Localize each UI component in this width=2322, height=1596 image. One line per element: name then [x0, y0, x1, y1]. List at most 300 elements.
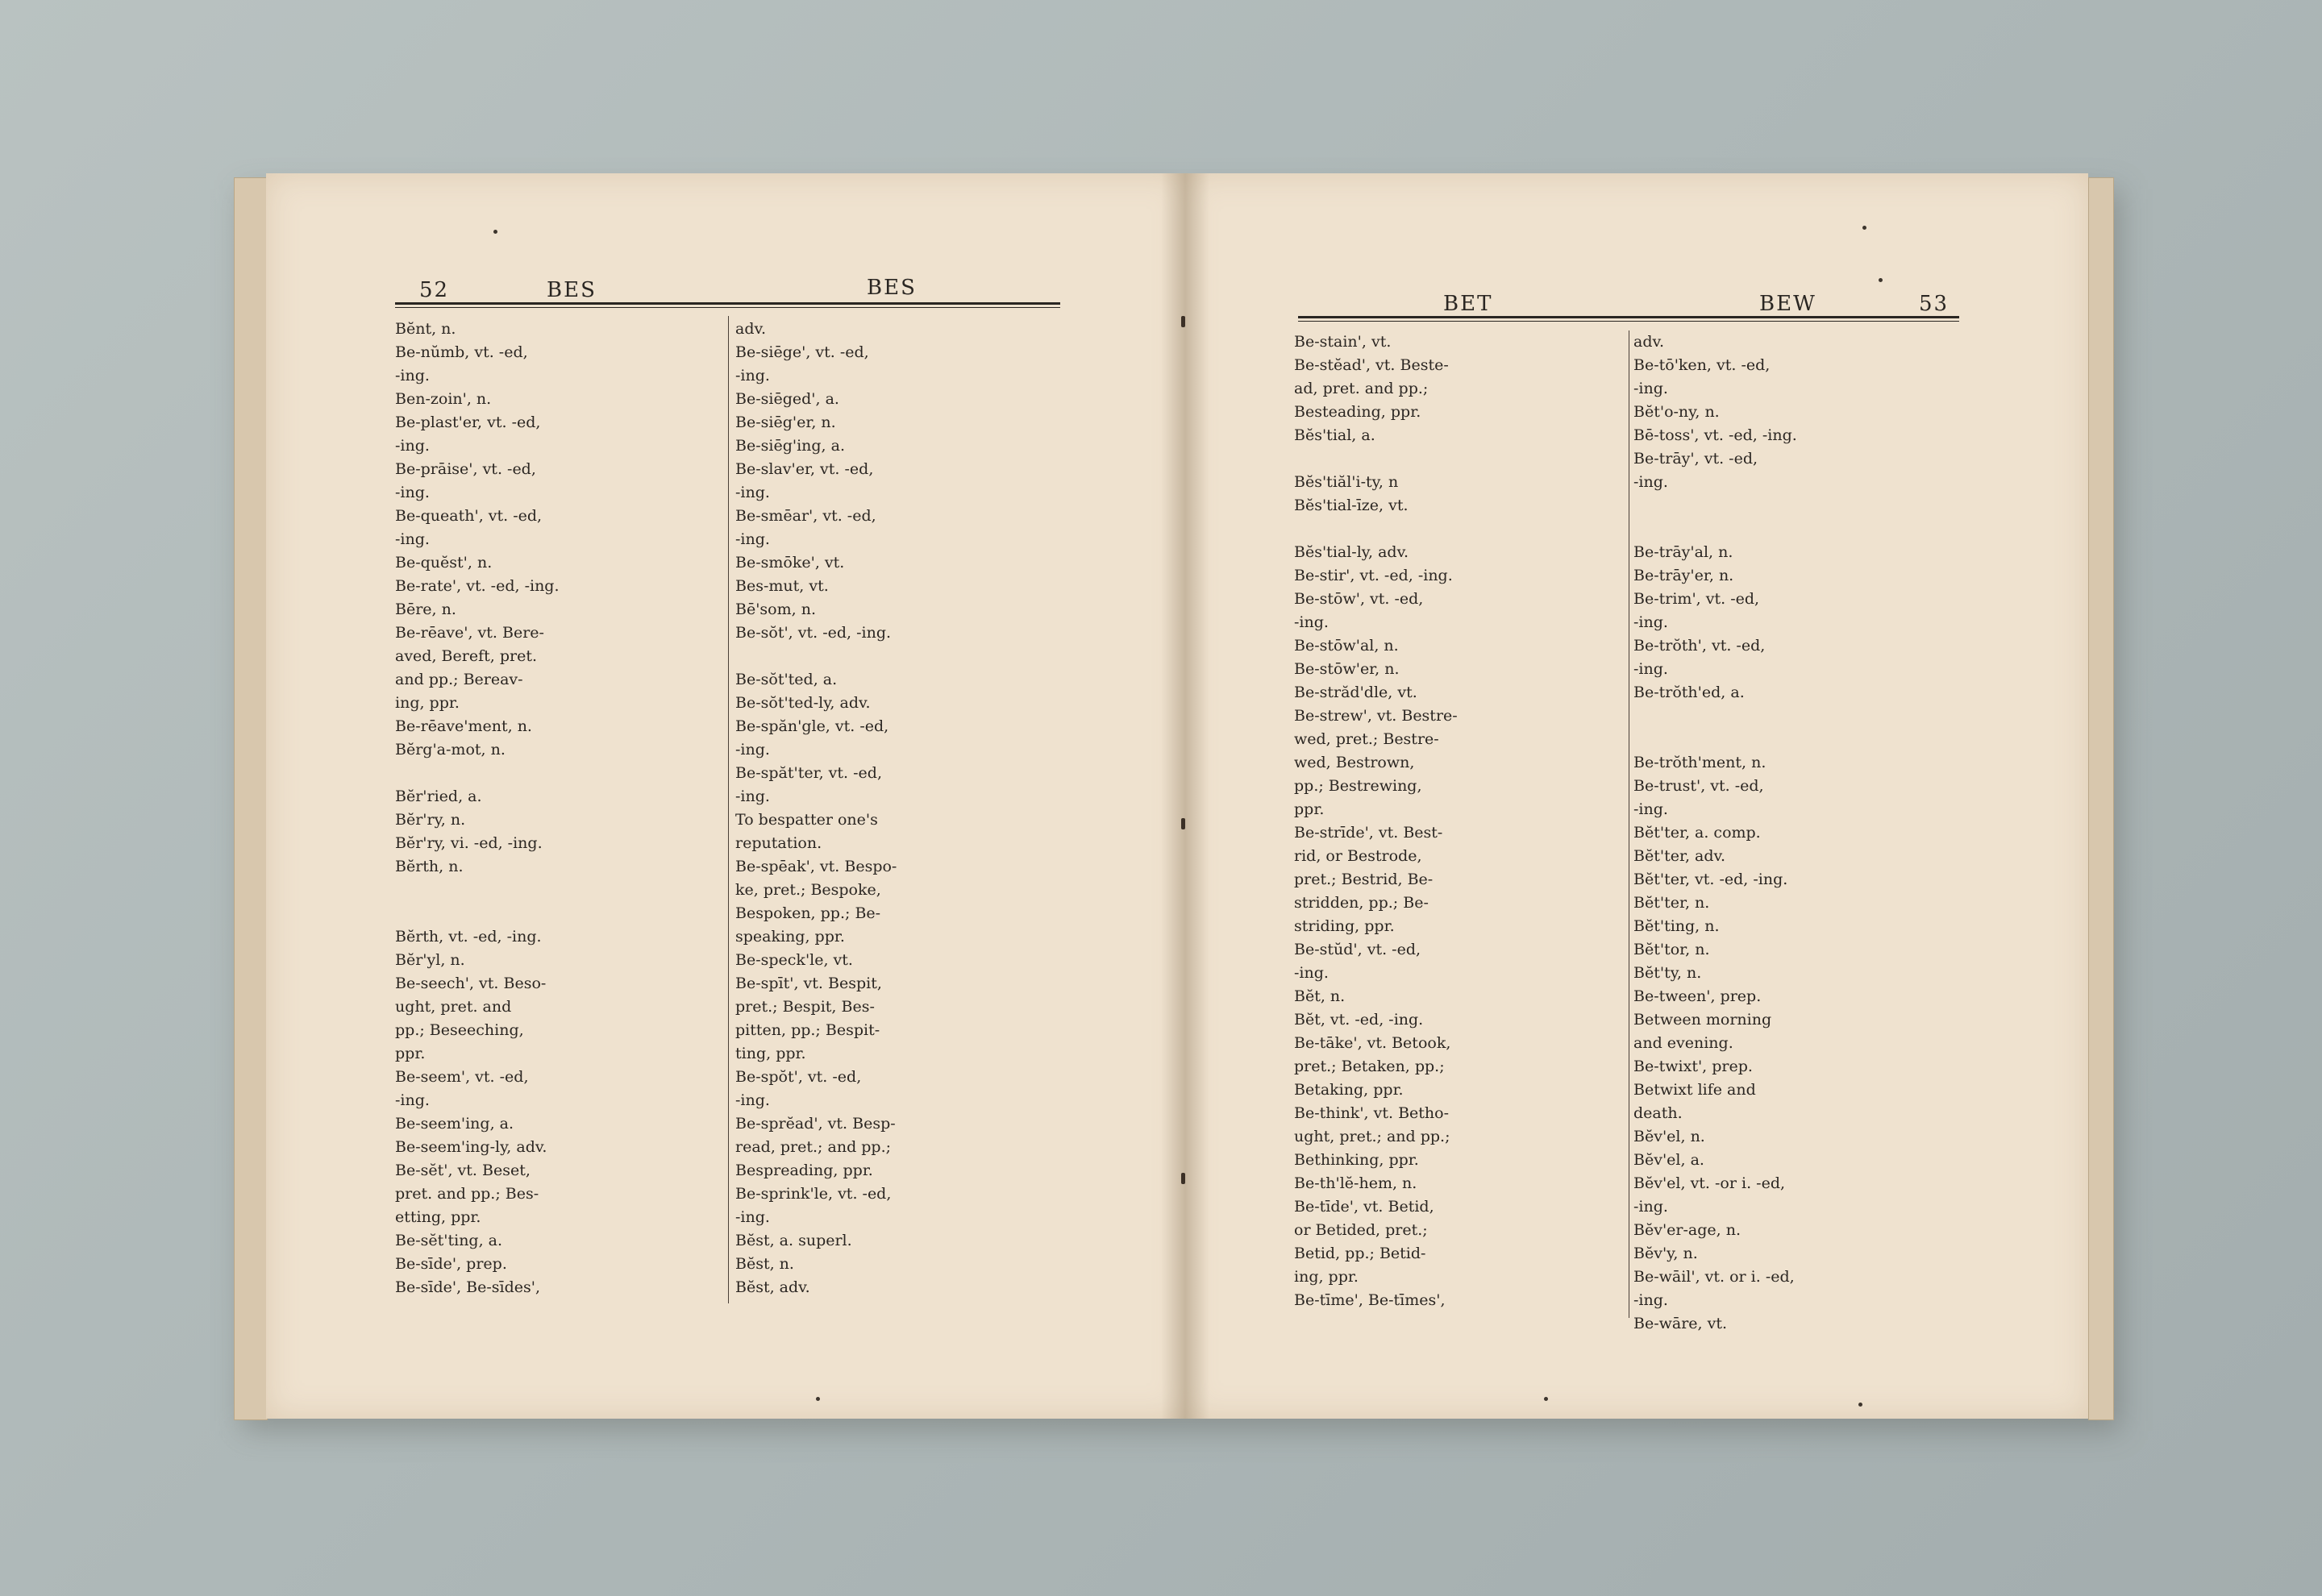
entry-headword: pp.; Beseeching, [395, 1021, 524, 1039]
entry-headword: Between morning [1633, 1011, 1772, 1029]
entry-headword: Be-spŏt', vt. -ed, [735, 1068, 862, 1086]
dictionary-entry [1633, 892, 1964, 915]
dictionary-entry [1633, 658, 1964, 681]
dictionary-entry [1294, 845, 1625, 868]
entry-headword: Be-wāil', vt. or i. -ed, [1633, 1268, 1795, 1286]
dictionary-entry [395, 318, 722, 341]
dictionary-entry [735, 949, 1062, 972]
dictionary-entry [1294, 821, 1625, 845]
entry-headword: -ing. [1633, 380, 1668, 397]
entry-headword: Bĕv'el, a. [1633, 1151, 1704, 1169]
entry-headword: -ing. [735, 1091, 770, 1109]
entry-headword: Be-strīde', vt. Best- [1294, 824, 1443, 842]
entry-headword: Bē'som, n. [735, 601, 816, 618]
entry-headword: Be-tween', prep. [1633, 987, 1762, 1005]
dictionary-entry [735, 621, 1062, 645]
entry-headword: Be-sŏt', vt. -ed, -ing. [735, 624, 892, 642]
dictionary-entry [395, 949, 722, 972]
entry-headword: Bĕr'ried, a. [395, 788, 482, 805]
dictionary-entry [1633, 845, 1964, 868]
entry-headword: Be-trŏth', vt. -ed, [1633, 637, 1766, 655]
dictionary-entry [1633, 447, 1964, 471]
entry-headword: Bĕs'tial-ly, adv. [1294, 543, 1409, 561]
entry-headword: ppr. [395, 1045, 426, 1062]
entry-headword: Be-spīt', vt. Bespit, [735, 975, 882, 992]
page-speck [1858, 1403, 1862, 1407]
dictionary-entry [1633, 775, 1964, 798]
entry-headword: Be-seem', vt. -ed, [395, 1068, 529, 1086]
entry-headword: Be-smōke', vt. [735, 554, 845, 571]
entry-headword: Be-sprink'le, vt. -ed, [735, 1185, 892, 1203]
entry-headword: pret.; Bespit, Bes- [735, 998, 875, 1016]
entry-headword: Be-spăt'ter, vt. -ed, [735, 764, 882, 782]
entry-headword: Be-sĕt'ting, a. [395, 1232, 503, 1249]
dictionary-entry [1294, 798, 1625, 821]
dictionary-entry [735, 388, 1062, 411]
dictionary-entry [1633, 1172, 1964, 1195]
entry-headword: pp.; Bestrewing, [1294, 777, 1422, 795]
dictionary-entry [1633, 424, 1964, 447]
dictionary-entry [1633, 377, 1964, 401]
left-page-stack-edge [234, 177, 268, 1420]
dictionary-entry [395, 1136, 722, 1159]
entry-headword: -ing. [395, 437, 430, 455]
entry-headword: Bĕt, vt. -ed, -ing. [1294, 1011, 1424, 1029]
dictionary-entry [1294, 1008, 1625, 1032]
dictionary-entry [395, 762, 722, 785]
dictionary-entry [395, 1159, 722, 1182]
dictionary-entry [1294, 728, 1625, 751]
entry-headword: Bĕv'y, n. [1633, 1245, 1698, 1262]
right-page-column-2 [1633, 330, 1964, 1336]
dictionary-entry [1294, 377, 1625, 401]
entry-headword: Bēre, n. [395, 601, 456, 618]
dictionary-entry [1633, 471, 1964, 494]
entry-headword: read, pret.; and pp.; [735, 1138, 892, 1156]
right-page-column-1 [1294, 330, 1625, 1312]
entry-headword: Bĕst, n. [735, 1255, 794, 1273]
dictionary-entry [1294, 1266, 1625, 1289]
entry-headword: -ing. [735, 1208, 770, 1226]
dictionary-entry [735, 692, 1062, 715]
entry-headword: reputation. [735, 834, 822, 852]
dictionary-entry [1294, 915, 1625, 938]
binding-stitch [1181, 818, 1185, 829]
binding-stitch [1181, 316, 1185, 327]
entry-headword: Bespoken, pp.; Be- [735, 904, 881, 922]
dictionary-entry [395, 1089, 722, 1112]
dictionary-entry [1294, 985, 1625, 1008]
dictionary-entry [1294, 1289, 1625, 1312]
dictionary-entry [1294, 354, 1625, 377]
right-header-rule [1298, 316, 1959, 318]
left-page-number: 52 [419, 278, 450, 302]
entry-headword: pitten, pp.; Bespit- [735, 1021, 880, 1039]
entry-headword: Bĕs'tiăl'i-ty, n [1294, 473, 1399, 491]
dictionary-entry [1294, 424, 1625, 447]
entry-headword: Be-queath', vt. -ed, [395, 507, 543, 525]
entry-headword: wed, pret.; Bestre- [1294, 730, 1439, 748]
left-header-rule-thin [395, 307, 1060, 308]
entry-headword: striding, ppr. [1294, 917, 1395, 935]
entry-headword: Bĕv'el, n. [1633, 1128, 1705, 1145]
dictionary-entry [395, 995, 722, 1019]
dictionary-entry [395, 528, 722, 551]
entry-headword: -ing. [395, 484, 430, 501]
entry-headword: Be-think', vt. Betho- [1294, 1104, 1450, 1122]
entry-headword: Be-stōw'er, n. [1294, 660, 1400, 678]
dictionary-entry [735, 458, 1062, 481]
dictionary-entry [1294, 751, 1625, 775]
dictionary-entry [735, 434, 1062, 458]
dictionary-entry [735, 832, 1062, 855]
entry-headword: Bespreading, ppr. [735, 1162, 873, 1179]
entry-headword: Betwixt life and [1633, 1081, 1756, 1099]
dictionary-entry [1294, 564, 1625, 588]
entry-headword: Be-stōw'al, n. [1294, 637, 1399, 655]
entry-headword: Be-stĕad', vt. Beste- [1294, 356, 1449, 374]
entry-headword: -ing. [1633, 473, 1668, 491]
entry-headword: Be-spăn'gle, vt. -ed, [735, 717, 889, 735]
left-page-column-1 [395, 318, 722, 1299]
entry-headword: or Betided, pret.; [1294, 1221, 1428, 1239]
entry-headword: Be-sĕt', vt. Beset, [395, 1162, 531, 1179]
entry-headword: rid, or Bestrode, [1294, 847, 1422, 865]
entry-headword: Bĕrth, vt. -ed, -ing. [395, 928, 542, 946]
dictionary-entry [395, 785, 722, 808]
entry-headword: Bĕst, adv. [735, 1278, 810, 1296]
dictionary-entry [735, 575, 1062, 598]
entry-headword: -ing. [1294, 613, 1329, 631]
entry-headword: Bĕt'ter, adv. [1633, 847, 1726, 865]
dictionary-entry [1633, 915, 1964, 938]
entry-headword: Be-seem'ing-ly, adv. [395, 1138, 547, 1156]
page-speck [493, 230, 497, 234]
dictionary-entry [735, 598, 1062, 621]
entry-headword: Be-siēg'er, n. [735, 414, 836, 431]
dictionary-entry [735, 715, 1062, 738]
dictionary-entry [735, 808, 1062, 832]
entry-headword: Bĕst, a. superl. [735, 1232, 852, 1249]
entry-headword: Be-wāre, vt. [1633, 1315, 1728, 1332]
dictionary-entry [735, 855, 1062, 879]
entry-headword: Bĕr'yl, n. [395, 951, 465, 969]
dictionary-entry [1633, 330, 1964, 354]
entry-headword: Be-strew', vt. Bestre- [1294, 707, 1458, 725]
dictionary-entry [1633, 985, 1964, 1008]
entry-headword: Be-sŏt'ted-ly, adv. [735, 694, 871, 712]
dictionary-entry [1633, 517, 1964, 541]
dictionary-entry [1633, 681, 1964, 704]
dictionary-entry [1633, 962, 1964, 985]
entry-headword: death. [1633, 1104, 1683, 1122]
dictionary-entry [1294, 1149, 1625, 1172]
entry-headword: Bĕr'ry, n. [395, 811, 466, 829]
entry-headword: -ing. [735, 484, 770, 501]
dictionary-entry [1633, 634, 1964, 658]
left-header-rule [395, 302, 1060, 305]
dictionary-entry [1633, 541, 1964, 564]
dictionary-entry [395, 1019, 722, 1042]
entry-headword: etting, ppr. [395, 1208, 481, 1226]
dictionary-entry [735, 551, 1062, 575]
dictionary-entry [395, 832, 722, 855]
entry-headword: Be-trust', vt. -ed, [1633, 777, 1764, 795]
dictionary-entry [735, 364, 1062, 388]
entry-headword: Be-sīde', prep. [395, 1255, 507, 1273]
entry-headword: Be-plast'er, vt. -ed, [395, 414, 541, 431]
entry-headword: Bē-toss', vt. -ed, -ing. [1633, 426, 1797, 444]
dictionary-entry [1294, 1102, 1625, 1125]
dictionary-entry [395, 411, 722, 434]
dictionary-entry [735, 505, 1062, 528]
entry-headword: -ing. [1294, 964, 1329, 982]
entry-headword: Besteading, ppr. [1294, 403, 1421, 421]
dictionary-entry [1294, 541, 1625, 564]
dictionary-entry [395, 551, 722, 575]
entry-headword: adv. [735, 320, 767, 338]
left-running-head-right: BES [867, 276, 917, 300]
entry-headword: Bethinking, ppr. [1294, 1151, 1419, 1169]
entry-headword: -ing. [735, 788, 770, 805]
dictionary-entry [1633, 1055, 1964, 1079]
dictionary-entry [1294, 330, 1625, 354]
entry-headword: Be-siēg'ing, a. [735, 437, 846, 455]
entry-headword: Be-sprĕad', vt. Besp- [735, 1115, 896, 1133]
dictionary-entry [735, 1066, 1062, 1089]
entry-headword: -ing. [735, 741, 770, 759]
binding-stitch [1181, 1173, 1185, 1184]
entry-headword: stridden, pp.; Be- [1294, 894, 1429, 912]
dictionary-entry [735, 1276, 1062, 1299]
entry-headword: ad, pret. and pp.; [1294, 380, 1429, 397]
dictionary-entry [395, 388, 722, 411]
dictionary-entry [735, 1089, 1062, 1112]
dictionary-entry [395, 715, 722, 738]
entry-headword: -ing. [1633, 1291, 1668, 1309]
dictionary-entry [735, 738, 1062, 762]
dictionary-entry [1633, 1008, 1964, 1032]
entry-headword: Betid, pp.; Betid- [1294, 1245, 1426, 1262]
entry-headword: Be-siēge', vt. -ed, [735, 343, 869, 361]
entry-headword: ught, pret.; and pp.; [1294, 1128, 1450, 1145]
entry-headword: Be-trim', vt. -ed, [1633, 590, 1760, 608]
dictionary-entry [395, 505, 722, 528]
entry-headword: Betaking, ppr. [1294, 1081, 1404, 1099]
right-running-head-left: BET [1443, 292, 1493, 316]
dictionary-entry [735, 481, 1062, 505]
dictionary-entry [735, 1112, 1062, 1136]
dictionary-entry [735, 1229, 1062, 1253]
dictionary-entry [395, 1182, 722, 1206]
entry-headword: Be-th'lĕ-hem, n. [1294, 1174, 1417, 1192]
dictionary-entry [1294, 775, 1625, 798]
dictionary-entry [735, 1159, 1062, 1182]
dictionary-entry [1633, 1102, 1964, 1125]
dictionary-entry [395, 458, 722, 481]
entry-headword: ing, ppr. [1294, 1268, 1359, 1286]
entry-headword: Bĕt, n. [1294, 987, 1346, 1005]
dictionary-entry [1633, 821, 1964, 845]
entry-headword: Be-siēged', a. [735, 390, 839, 408]
entry-headword: Bĕt'ting, n. [1633, 917, 1720, 935]
dictionary-entry [735, 1136, 1062, 1159]
entry-headword: Bĕt'ter, a. comp. [1633, 824, 1761, 842]
entry-headword: Bes-mut, vt. [735, 577, 829, 595]
entry-headword: -ing. [1633, 613, 1668, 631]
dictionary-entry [395, 1253, 722, 1276]
dictionary-entry [1294, 1195, 1625, 1219]
dictionary-entry [1633, 1195, 1964, 1219]
dictionary-entry [1633, 1266, 1964, 1289]
dictionary-entry [395, 902, 722, 925]
dictionary-entry [735, 318, 1062, 341]
dictionary-entry [1294, 1079, 1625, 1102]
dictionary-entry [735, 762, 1062, 785]
dictionary-entry [1633, 401, 1964, 424]
entry-headword: Bĕs'tial, a. [1294, 426, 1375, 444]
entry-headword: Bĕnt, n. [395, 320, 456, 338]
dictionary-entry [395, 808, 722, 832]
entry-headword: Be-rēave', vt. Bere- [395, 624, 544, 642]
entry-headword: Be-rate', vt. -ed, -ing. [395, 577, 560, 595]
dictionary-entry [1294, 1032, 1625, 1055]
entry-headword: Be-smēar', vt. -ed, [735, 507, 876, 525]
dictionary-entry [735, 341, 1062, 364]
dictionary-entry [1633, 728, 1964, 751]
entry-headword: Bĕv'er-age, n. [1633, 1221, 1741, 1239]
page-speck [1879, 278, 1883, 282]
dictionary-entry [395, 972, 722, 995]
dictionary-entry [395, 1042, 722, 1066]
dictionary-entry [1294, 1219, 1625, 1242]
dictionary-entry [395, 481, 722, 505]
dictionary-entry [1633, 1242, 1964, 1266]
dictionary-entry [735, 995, 1062, 1019]
dictionary-entry [395, 1276, 722, 1299]
dictionary-entry [395, 1229, 722, 1253]
dictionary-entry [1294, 704, 1625, 728]
entry-headword: ting, ppr. [735, 1045, 806, 1062]
dictionary-entry [1294, 634, 1625, 658]
dictionary-entry [395, 1206, 722, 1229]
entry-headword: -ing. [1633, 1198, 1668, 1216]
dictionary-entry [1633, 494, 1964, 517]
right-header-rule-thin [1298, 321, 1959, 322]
dictionary-entry [1633, 1149, 1964, 1172]
entry-headword: Bĕv'el, vt. -or i. -ed, [1633, 1174, 1786, 1192]
right-page-number: 53 [1919, 292, 1950, 316]
entry-headword: Be-slav'er, vt. -ed, [735, 460, 874, 478]
entry-headword: Be-prāise', vt. -ed, [395, 460, 536, 478]
dictionary-entry [1294, 962, 1625, 985]
entry-headword: speaking, ppr. [735, 928, 845, 946]
dictionary-entry [735, 411, 1062, 434]
dictionary-entry [735, 1042, 1062, 1066]
dictionary-entry [1294, 1172, 1625, 1195]
entry-headword: -ing. [1633, 660, 1668, 678]
entry-headword: Be-tīde', vt. Betid, [1294, 1198, 1434, 1216]
dictionary-entry [395, 738, 722, 762]
dictionary-entry [395, 341, 722, 364]
entry-headword: -ing. [395, 367, 430, 384]
entry-headword: Be-stain', vt. [1294, 333, 1392, 351]
dictionary-entry [395, 879, 722, 902]
page-speck [1862, 226, 1866, 230]
dictionary-entry [395, 621, 722, 645]
entry-headword: Be-stōw', vt. -ed, [1294, 590, 1424, 608]
entry-headword: Be-rēave'ment, n. [395, 717, 532, 735]
dictionary-entry [1294, 471, 1625, 494]
dictionary-entry [1633, 1125, 1964, 1149]
dictionary-entry [735, 1182, 1062, 1206]
dictionary-entry [1294, 681, 1625, 704]
left-running-head-left: BES [547, 278, 597, 302]
dictionary-entry [1633, 611, 1964, 634]
dictionary-entry [1294, 401, 1625, 424]
entry-headword: ke, pret.; Bespoke, [735, 881, 881, 899]
entry-headword: pret.; Betaken, pp.; [1294, 1058, 1445, 1075]
dictionary-entry [735, 902, 1062, 925]
page-speck [1544, 1397, 1548, 1401]
entry-headword: Be-tīme', Be-tīmes', [1294, 1291, 1446, 1309]
entry-headword: -ing. [735, 367, 770, 384]
dictionary-entry [735, 1253, 1062, 1276]
entry-headword: Bĕt'ter, vt. -ed, -ing. [1633, 871, 1788, 888]
dictionary-entry [1633, 868, 1964, 892]
dictionary-entry [1633, 1289, 1964, 1312]
dictionary-entry [1294, 868, 1625, 892]
entry-headword: Bĕt'tor, n. [1633, 941, 1710, 958]
dictionary-entry [1294, 938, 1625, 962]
dictionary-entry [1294, 658, 1625, 681]
left-column-rule [728, 316, 729, 1303]
entry-headword: Be-nŭmb, vt. -ed, [395, 343, 528, 361]
entry-headword: pret.; Bestrid, Be- [1294, 871, 1434, 888]
entry-headword: adv. [1633, 333, 1665, 351]
dictionary-entry [395, 645, 722, 668]
book-gutter [1161, 173, 1209, 1419]
dictionary-entry [1633, 1079, 1964, 1102]
entry-headword: Be-străd'dle, vt. [1294, 684, 1417, 701]
dictionary-entry [395, 575, 722, 598]
entry-headword: To bespatter one's [735, 811, 878, 829]
dictionary-entry [395, 1112, 722, 1136]
dictionary-entry [1633, 938, 1964, 962]
entry-headword: Bĕt'ter, n. [1633, 894, 1710, 912]
entry-headword: Bĕr'ry, vi. -ed, -ing. [395, 834, 543, 852]
right-page-stack-edge [2088, 177, 2114, 1420]
entry-headword: Be-trāy', vt. -ed, [1633, 450, 1758, 468]
entry-headword: Be-seech', vt. Beso- [395, 975, 547, 992]
dictionary-entry [1294, 517, 1625, 541]
dictionary-entry [1633, 1032, 1964, 1055]
dictionary-entry [1294, 1242, 1625, 1266]
entry-headword: Bĕrg'a-mot, n. [395, 741, 506, 759]
dictionary-entry [395, 434, 722, 458]
entry-headword: Be-trāy'er, n. [1633, 567, 1734, 584]
entry-headword: Be-trāy'al, n. [1633, 543, 1733, 561]
dictionary-entry [1294, 611, 1625, 634]
entry-headword: Be-sīde', Be-sīdes', [395, 1278, 541, 1296]
dictionary-entry [1633, 564, 1964, 588]
entry-headword: Be-sŏt'ted, a. [735, 671, 838, 688]
entry-headword: Be-trŏth'ed, a. [1633, 684, 1745, 701]
entry-headword: Be-tāke', vt. Betook, [1294, 1034, 1451, 1052]
entry-headword: Be-spēak', vt. Bespo- [735, 858, 897, 875]
dictionary-entry [395, 668, 722, 692]
entry-headword: aved, Bereft, pret. [395, 647, 537, 665]
